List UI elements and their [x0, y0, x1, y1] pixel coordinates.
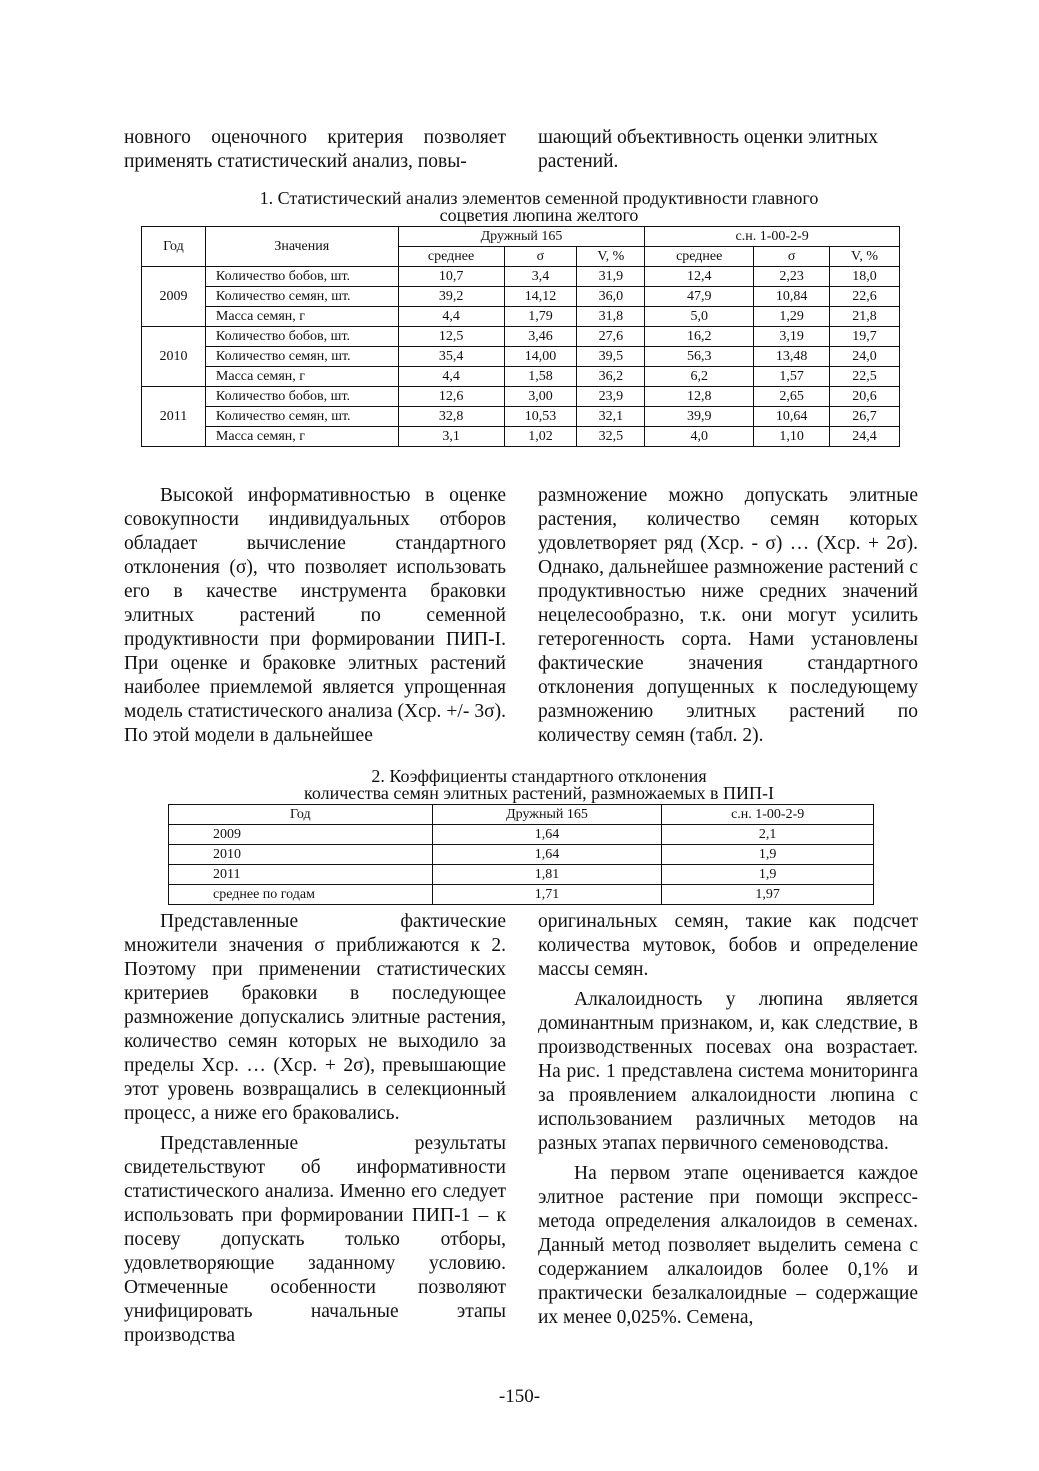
table2-caption-line1: 2. Коэффициенты стандартного отклонения — [371, 766, 707, 786]
value-cell: 12,6 — [398, 387, 504, 407]
row-label: Количество семян, шт. — [205, 347, 398, 367]
table-row — [169, 865, 874, 885]
value-cell: 36,0 — [577, 287, 645, 307]
middle-text-left — [124, 484, 506, 748]
header-values: Значения — [205, 227, 398, 267]
value-cell: 5,0 — [645, 307, 754, 327]
value-cell: 2,65 — [754, 387, 830, 407]
value-cell: 1,02 — [504, 427, 577, 447]
paragraph: оригинальных семян, такие как подсчет количества мутовок, бобов и определение массы семян. — [538, 911, 918, 980]
value-cell: 22,6 — [830, 287, 900, 307]
value-cell: 39,5 — [577, 347, 645, 367]
value-cell: 10,7 — [398, 267, 504, 287]
value-cell: 3,00 — [504, 387, 577, 407]
value-cell: 20,6 — [830, 387, 900, 407]
table1-caption-line2: соцветия люпина желтого — [439, 205, 639, 225]
header-year: Год — [169, 805, 433, 825]
table2-caption-line2: количества семян элитных растений, размножаемых в ПИП-I — [304, 783, 774, 803]
bottom-text-left — [124, 910, 506, 1348]
table-row — [142, 387, 900, 407]
value-cell: 2,23 — [754, 267, 830, 287]
page-number: -150- — [498, 1386, 541, 1407]
row-label: Количество семян, шт. — [205, 407, 398, 427]
year-cell: 2009 — [169, 825, 433, 845]
value-cell: 35,4 — [398, 347, 504, 367]
value-cell: 39,2 — [398, 287, 504, 307]
table-row — [142, 327, 900, 347]
header-mean: среднее — [398, 247, 504, 267]
value-cell: 16,2 — [645, 327, 754, 347]
value-cell: 32,5 — [577, 427, 645, 447]
row-label: Количество бобов, шт. — [205, 387, 398, 407]
value-cell: 24,4 — [830, 427, 900, 447]
value-cell: 47,9 — [645, 287, 754, 307]
value-cell: 1,64 — [432, 825, 662, 845]
header-sigma: σ — [754, 247, 830, 267]
value-cell: 1,64 — [432, 845, 662, 865]
value-cell: 12,8 — [645, 387, 754, 407]
table2-caption — [124, 768, 954, 802]
value-cell: 22,5 — [830, 367, 900, 387]
header-year: Год — [142, 227, 206, 267]
value-cell: 1,81 — [432, 865, 662, 885]
table-row — [142, 267, 900, 287]
value-cell: 26,7 — [830, 407, 900, 427]
row-label: Количество семян, шт. — [205, 287, 398, 307]
value-cell: 2,1 — [662, 825, 874, 845]
value-cell: 10,64 — [754, 407, 830, 427]
header-sigma: σ — [504, 247, 577, 267]
paragraph: Алкалоидность у люпина является доминантным признаком, и, как следствие, в производственных посевах она возрастает. На рис. 1 представлена система мониторинга за проявлением алкалоидности люпина с использованием различных методов на разных этапах первичного семеноводства. — [538, 989, 918, 1154]
value-cell: 27,6 — [577, 327, 645, 347]
value-cell: 3,19 — [754, 327, 830, 347]
value-cell: 6,2 — [645, 367, 754, 387]
value-cell: 4,4 — [398, 307, 504, 327]
value-cell: 56,3 — [645, 347, 754, 367]
table1-caption-line1: 1. Статистический анализ элементов семенной продуктивности главного — [259, 188, 819, 208]
value-cell: 10,84 — [754, 287, 830, 307]
paragraph: шающий объективность оценки элитных растений. — [538, 127, 878, 172]
value-cell: 4,0 — [645, 427, 754, 447]
value-cell: 1,97 — [662, 885, 874, 905]
table1 — [141, 226, 900, 447]
row-label: Масса семян, г — [205, 427, 398, 447]
table-row — [169, 825, 874, 845]
value-cell: 1,58 — [504, 367, 577, 387]
table1-caption — [124, 190, 954, 224]
year-cell: среднее по годам — [169, 885, 433, 905]
table-row — [142, 287, 900, 307]
top-text-right — [538, 126, 918, 174]
value-cell: 14,12 — [504, 287, 577, 307]
row-label: Количество бобов, шт. — [205, 327, 398, 347]
paragraph: новного оценочного критерия позволяет применять статистический анализ, повы- — [124, 127, 506, 172]
value-cell: 21,8 — [830, 307, 900, 327]
year-cell: 2011 — [169, 865, 433, 885]
value-cell: 31,9 — [577, 267, 645, 287]
value-cell: 14,00 — [504, 347, 577, 367]
value-cell: 12,4 — [645, 267, 754, 287]
value-cell: 3,4 — [504, 267, 577, 287]
top-text-left — [124, 126, 506, 174]
value-cell: 10,53 — [504, 407, 577, 427]
header-group2: с.н. 1-00-2-9 — [662, 805, 874, 825]
header-group1: Дружный 165 — [432, 805, 662, 825]
value-cell: 1,29 — [754, 307, 830, 327]
value-cell: 4,4 — [398, 367, 504, 387]
value-cell: 36,2 — [577, 367, 645, 387]
year-cell: 2010 — [169, 845, 433, 865]
header-v: V, % — [830, 247, 900, 267]
value-cell: 39,9 — [645, 407, 754, 427]
middle-text-right — [538, 484, 918, 748]
value-cell: 3,46 — [504, 327, 577, 347]
paragraph: Представленные фактические множители значения σ приближаются к 2. Поэтому при применении статистических критериев браковки в последующее размножение допускались элитные растения, количество семян которых не выходило за пределы Хср. … (Хср. + 2σ), превышающие этот уровень возвращались в селекционный процесс, а ниже его браковались. — [124, 911, 506, 1124]
value-cell: 19,7 — [830, 327, 900, 347]
header-group2: с.н. 1-00-2-9 — [645, 227, 900, 247]
paragraph: На первом этапе оценивается каждое элитное растение при помощи экспресс-метода определения алкалоидов в семенах. Данный метод позволяет выделить семена с содержанием алкалоидов более 0,1% и практически безалкалоидные – содержащие их менее 0,025%. Семена, — [538, 1163, 918, 1328]
value-cell: 12,5 — [398, 327, 504, 347]
row-label: Масса семян, г — [205, 307, 398, 327]
row-label: Масса семян, г — [205, 367, 398, 387]
paragraph: размножение можно допускать элитные растения, количество семян которых удовлетворяет ряд (Хср. - σ) … (Хср. + 2σ). Однако, дальнейшее размножение растений с продуктивностью ниже средних значений нецелесообразно, т.к. они могут усилить гетерогенность сорта. Нами установлены фактические значения стандартного отклонения допущенных к последующему размножению элитных растений по количеству семян (табл. 2). — [538, 485, 918, 746]
value-cell: 1,9 — [662, 845, 874, 865]
value-cell: 1,79 — [504, 307, 577, 327]
value-cell: 32,8 — [398, 407, 504, 427]
value-cell: 31,8 — [577, 307, 645, 327]
header-mean: среднее — [645, 247, 754, 267]
value-cell: 13,48 — [754, 347, 830, 367]
header-group1: Дружный 165 — [398, 227, 645, 247]
table-row — [142, 347, 900, 367]
paragraph: Высокой информативностью в оценке совокупности индивидуальных отборов обладает вычисление стандартного отклонения (σ), что позволяет использовать его в качестве инструмента браковки элитных растений по семенной продуктивности при формировании ПИП-I. При оценке и браковке элитных растений наиболее приемлемой является упрощенная модель статистического анализа (Хср. +/- 3σ). По этой модели в дальнейшее — [124, 485, 506, 746]
paragraph: Представленные результаты свидетельствуют об информативности статистического анализа. Именно его следует использовать при формировании ПИП-1 – к посеву допускать только отборы, удовлетворяющие заданному условию. Отмеченные особенности позволяют унифицировать начальные этапы производства — [124, 1133, 506, 1346]
row-label: Количество бобов, шт. — [205, 267, 398, 287]
value-cell: 1,71 — [432, 885, 662, 905]
table2 — [168, 804, 874, 905]
value-cell: 3,1 — [398, 427, 504, 447]
header-v: V, % — [577, 247, 645, 267]
value-cell: 1,10 — [754, 427, 830, 447]
value-cell: 24,0 — [830, 347, 900, 367]
table-row — [142, 367, 900, 387]
table-row — [169, 885, 874, 905]
table-row — [142, 427, 900, 447]
value-cell: 23,9 — [577, 387, 645, 407]
bottom-text-right — [538, 910, 918, 1330]
value-cell: 1,9 — [662, 865, 874, 885]
table-row — [142, 407, 900, 427]
value-cell: 18,0 — [830, 267, 900, 287]
year-cell: 2010 — [142, 327, 206, 387]
value-cell: 32,1 — [577, 407, 645, 427]
table-row — [142, 307, 900, 327]
year-cell: 2009 — [142, 267, 206, 327]
table-row — [169, 845, 874, 865]
year-cell: 2011 — [142, 387, 206, 447]
value-cell: 1,57 — [754, 367, 830, 387]
